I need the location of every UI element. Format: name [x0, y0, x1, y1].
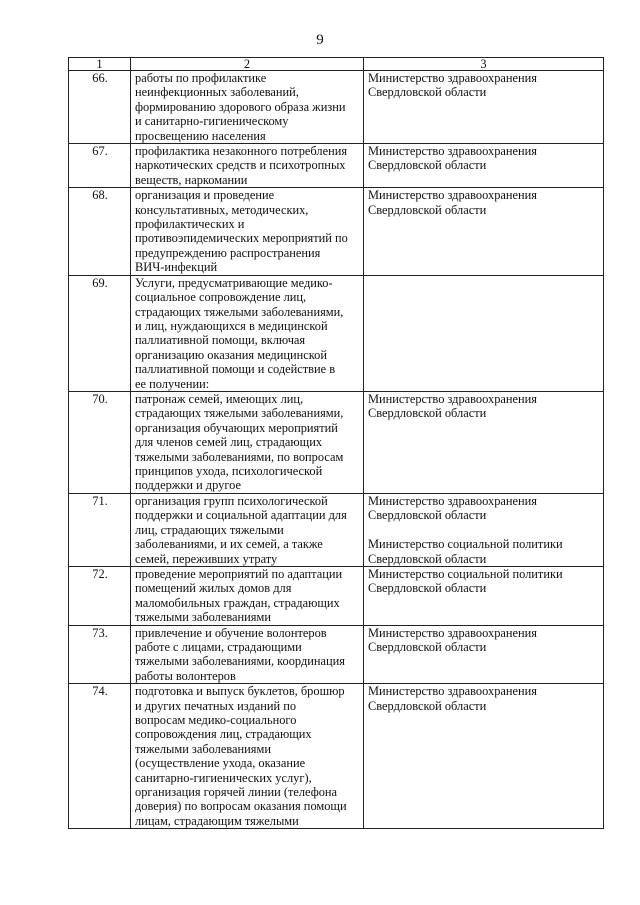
row-number: 67.: [69, 144, 131, 188]
service-description: привлечение и обучение волонтеров работе с лицами, страдающими тяжелыми заболеваниями, координация работы волонтеров: [131, 625, 364, 684]
service-description: подготовка и выпуск буклетов, брошюр и других печатных изданий по вопросам медико-социального сопровождения лиц, страдающих тяжелыми заболеваниями (осуществление ухода, оказание санитарно-гигиенических услуг), организация горячей линии (телефона доверия) по вопросам оказания помощи лицам, страдающим тяжелыми: [131, 684, 364, 829]
responsible-organization: Министерство здравоохранения Свердловской области: [364, 188, 604, 275]
service-description: Услуги, предусматривающие медико- социальное сопровождение лиц, страдающих тяжелыми заболеваниями, и лиц, нуждающихся в медицинской паллиативной помощи, включая организацию оказания медицинской паллиативной помощи и содействие в ее получении:: [131, 275, 364, 391]
table-row: [69, 625, 604, 684]
service-description: организация и проведение консультативных, методических, профилактических и противоэпидемических мероприятий по предупреждению распространения ВИЧ-инфекций: [131, 188, 364, 275]
table-header-row: [69, 58, 604, 71]
responsible-organization: Министерство здравоохранения Свердловской области: [364, 71, 604, 144]
table-row: [69, 71, 604, 144]
page-number: 9: [316, 32, 324, 48]
table-row: [69, 275, 604, 391]
column-header: 3: [364, 58, 604, 71]
service-description: работы по профилактике неинфекционных заболеваний, формированию здорового образа жизни и санитарно-гигиеническому просвещению населения: [131, 71, 364, 144]
column-header: 2: [131, 58, 364, 71]
row-number: 74.: [69, 684, 131, 829]
table-row: [69, 391, 604, 493]
row-number: 69.: [69, 275, 131, 391]
responsible-organization: Министерство здравоохранения Свердловской области: [364, 144, 604, 188]
row-number: 71.: [69, 493, 131, 566]
responsible-organization: Министерство здравоохранения Свердловской области: [364, 391, 604, 493]
table-row: [69, 684, 604, 829]
table-row: [69, 566, 604, 625]
responsible-organization: Министерство здравоохранения Свердловской области: [364, 684, 604, 829]
row-number: 70.: [69, 391, 131, 493]
responsible-organization: Министерство здравоохранения Свердловской области: [364, 625, 604, 684]
responsible-organization: Министерство социальной политики Свердловской области: [364, 566, 604, 625]
table-row: [69, 493, 604, 566]
row-number: 66.: [69, 71, 131, 144]
service-description: организация групп психологической поддержки и социальной адаптации для лиц, страдающих тяжелыми заболеваниями, и их семей, а также семей, переживших утрату: [131, 493, 364, 566]
services-table: [68, 57, 604, 829]
row-number: 72.: [69, 566, 131, 625]
service-description: профилактика незаконного потребления наркотических средств и психотропных веществ, наркомании: [131, 144, 364, 188]
responsible-organization: [364, 275, 604, 391]
row-number: 68.: [69, 188, 131, 275]
row-number: 73.: [69, 625, 131, 684]
service-description: проведение мероприятий по адаптации помещений жилых домов для маломобильных граждан, страдающих тяжелыми заболеваниями: [131, 566, 364, 625]
column-header: 1: [69, 58, 131, 71]
service-description: патронаж семей, имеющих лиц, страдающих тяжелыми заболеваниями, организация обучающих мероприятий для членов семей лиц, страдающих тяжелыми заболеваниями, по вопросам принципов ухода, психологической поддержки и другое: [131, 391, 364, 493]
responsible-organization: Министерство здравоохранения Свердловской области Министерство социальной политики Свердловской области: [364, 493, 604, 566]
table-row: [69, 144, 604, 188]
table-row: [69, 188, 604, 275]
